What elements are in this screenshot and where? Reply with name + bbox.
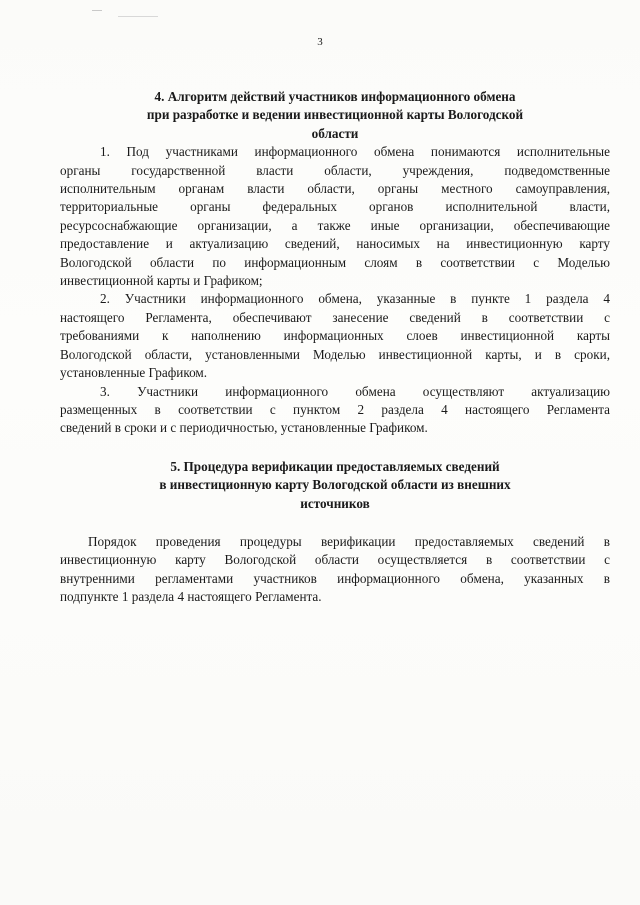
paragraph-line: размещенных в соответствии с пунктом 2 раздела 4 настоящего Регламента: [60, 401, 610, 417]
paragraph-line: 2. Участники информационного обмена, указанные в пункте 1 раздела 4: [100, 291, 610, 307]
paragraph-line: настоящего Регламента, обеспечивают занесение сведений в соответствии с: [60, 309, 610, 325]
section-5-heading-line: 5. Процедура верификации предоставляемых сведений: [170, 458, 500, 474]
paragraph-line: Вологодской области, установленными Моделью инвестиционной карты, и в сроки,: [60, 346, 610, 362]
document-body: [60, 88, 610, 607]
section-4-heading-line: области: [311, 125, 359, 141]
section-4-paragraph-1: [60, 143, 610, 290]
section-4-paragraph-3: [60, 383, 610, 438]
paragraph-line: Порядок проведения процедуры верификации предоставляемых сведений в: [88, 533, 610, 549]
paragraph-line: предоставление и актуализацию сведений, наносимых на инвестиционную карту: [60, 236, 610, 252]
page-number: 3: [317, 36, 323, 48]
paragraph-line: внутренними регламентами участников информационного обмена, указанных в: [60, 570, 610, 586]
scan-artifact: [118, 16, 158, 17]
section-4-paragraph-2: [60, 290, 610, 382]
spacer: [60, 438, 610, 458]
scan-artifact: [92, 10, 102, 11]
section-5-heading-line: источников: [300, 495, 370, 511]
paragraph-line: сведений в сроки и с периодичностью, установленные Графиком.: [60, 420, 428, 436]
paragraph-line: органы государственной власти области, учреждения, подведомственные: [60, 162, 610, 178]
paragraph-line: требованиями к наполнению информационных слоев инвестиционной карты: [60, 328, 610, 344]
section-4-heading-line: 4. Алгоритм действий участников информационного обмена: [154, 89, 516, 104]
spacer: [60, 513, 610, 533]
paragraph-line: 1. Под участниками информационного обмена понимаются исполнительные: [100, 144, 610, 160]
paragraph-line: ресурсоснабжающие организации, а также иные организации, обеспечивающие: [60, 217, 610, 233]
section-5-heading: [60, 458, 610, 513]
section-4-heading: [60, 88, 610, 143]
paragraph-line: инвестиционную карту Вологодской области осуществляется в соответствии с: [60, 552, 610, 568]
paragraph-line: территориальные органы федеральных органов исполнительной власти,: [60, 199, 610, 215]
paragraph-line: инвестиционной карты и Графиком;: [60, 273, 263, 289]
paragraph-line: подпункте 1 раздела 4 настоящего Регламента.: [60, 589, 322, 605]
section-4-heading-line: при разработке и ведении инвестиционной карты Вологодской: [146, 107, 524, 123]
paragraph-line: Вологодской области по информационным слоям в соответствии с Моделью: [60, 254, 610, 270]
paragraph-line: исполнительным органам власти области, органы местного самоуправления,: [60, 181, 610, 197]
section-5-heading-line: в инвестиционную карту Вологодской области из внешних: [159, 477, 511, 493]
section-5-paragraph-1: [60, 533, 610, 607]
paragraph-line: 3. Участники информационного обмена осуществляют актуализацию: [100, 383, 610, 399]
paragraph-line: установленные Графиком.: [60, 365, 208, 381]
